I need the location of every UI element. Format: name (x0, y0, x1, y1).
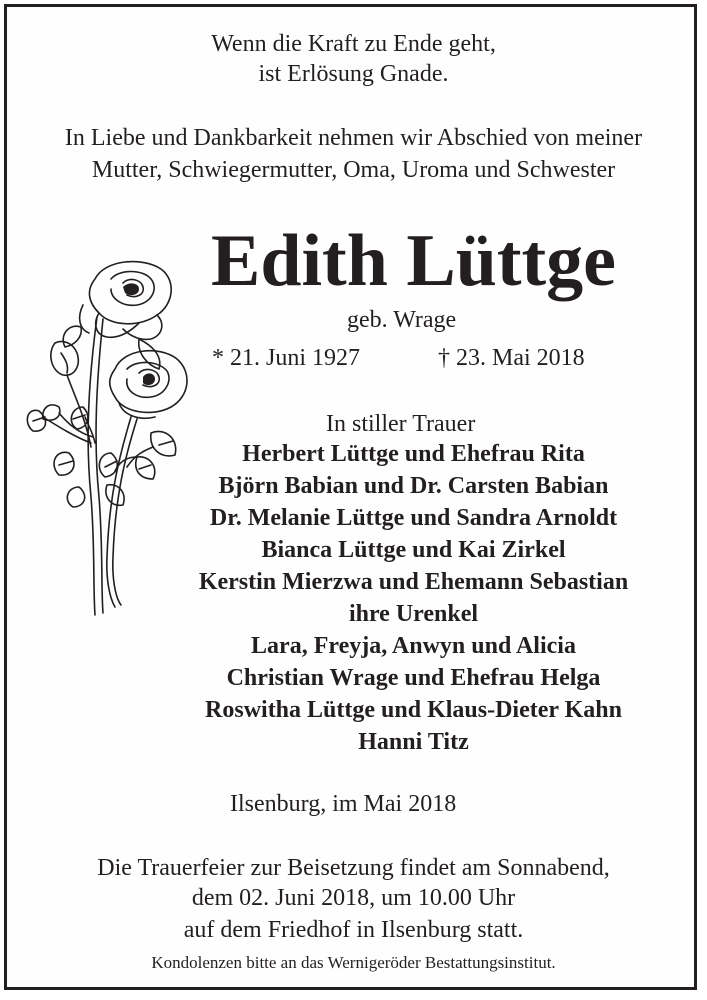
mourner-line: Christian Wrage und Ehefrau Helga (226, 665, 601, 691)
mourner-line: Herbert Lüttge und Ehefrau Rita (242, 441, 585, 467)
mourner-line: ihre Urenkel (348, 601, 479, 627)
mourner-line: Lara, Freyja, Anwyn und Alicia (251, 633, 576, 659)
motto-line-1: Wenn die Kraft zu Ende geht, (211, 31, 496, 57)
mourner-line: Bianca Lüttge und Kai Zirkel (261, 537, 566, 563)
mourner-line: Kerstin Mierzwa und Ehemann Sebastian (198, 569, 629, 595)
mourner-line: Hanni Titz (358, 729, 469, 755)
mourner-line: Roswitha Lüttge und Klaus-Dieter Kahn (205, 697, 622, 723)
place-date: Ilsenburg, im Mai 2018 (230, 791, 457, 817)
funeral-line-1: Die Trauerfeier zur Beisetzung findet am Sonnabend, (97, 855, 610, 881)
mourners-heading: In stiller Trauer (326, 411, 476, 437)
condolences-note: Kondolenzen bitte an das Wernigeröder Bestattungsinstitut. (151, 953, 556, 972)
funeral-line-3: auf dem Friedhof in Ilsenburg statt. (183, 917, 524, 943)
obituary-notice (4, 4, 697, 990)
funeral-line-2: dem 02. Juni 2018, um 10.00 Uhr (191, 885, 516, 911)
intro-line-2: Mutter, Schwiegermutter, Oma, Uroma und Schwester (91, 157, 616, 183)
intro-line-1: In Liebe und Dankbarkeit nehmen wir Abschied von meiner (64, 125, 643, 151)
mourner-line: Björn Babian und Dr. Carsten Babian (218, 473, 609, 499)
birth-date: * 21. Juni 1927 (212, 345, 361, 371)
death-date: † 23. Mai 2018 (438, 345, 585, 371)
mourner-line: Dr. Melanie Lüttge und Sandra Arnoldt (209, 505, 618, 531)
motto-line-2: ist Erlösung Gnade. (258, 61, 449, 87)
deceased-name: Edith Lüttge (210, 220, 616, 302)
maiden-name: geb. Wrage (347, 307, 457, 333)
